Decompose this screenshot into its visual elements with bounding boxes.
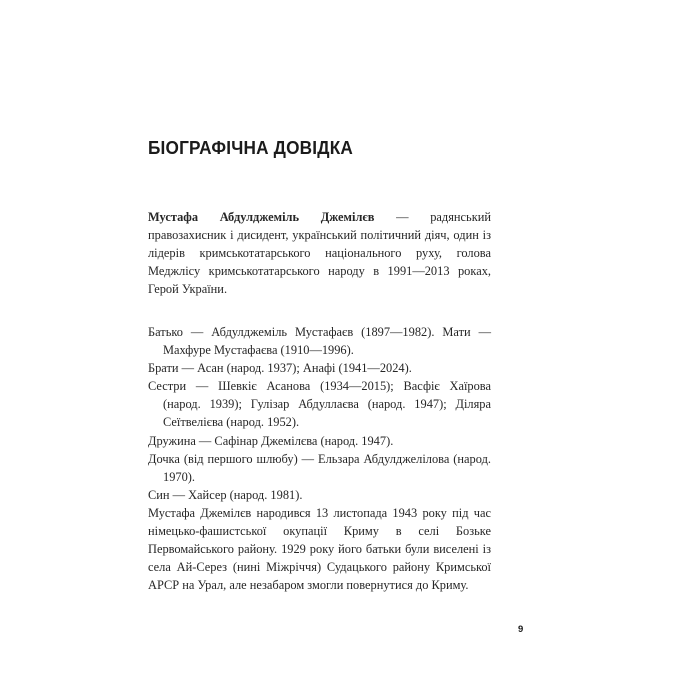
page-number: 9 xyxy=(518,624,524,635)
intro-body-text: — радянський правозахисник і дисидент, український політичний діяч, один із лідерів кримськотатарського національного руху, голова Меджлісу кримськотатарського народу в 1991—2013 роках, Герой України. xyxy=(148,210,491,297)
list-item: Батько — Абдулджеміль Мустафаєв (1897—1982). Мати — Махфуре Мустафаєва (1910—1996). xyxy=(148,325,491,358)
intro-paragraph xyxy=(148,208,491,298)
list-item: Дружина — Сафінар Джемілєва (народ. 1947). xyxy=(148,433,394,448)
text-column xyxy=(148,208,491,594)
list-item: Брати — Асан (народ. 1937); Анафі (1941—2024). xyxy=(148,361,412,376)
subject-name: Мустафа Абдулджеміль Джемілєв xyxy=(148,210,375,224)
list-item: Сестри — Шевкіє Асанова (1934—2015); Васфіє Хаїрова (народ. 1939); Гулізар Абдуллаєва (народ. 1947); Діляра Сеїтвелієва (народ. 1952). xyxy=(148,379,491,430)
list-item: Дочка (від першого шлюбу) — Ельзара Абдулджелілова (народ. 1970). xyxy=(148,451,491,484)
biography-paragraph: Мустафа Джемілєв народився 13 листопада 1943 року під час німецько-фашистської окупації Криму в селі Бозьке Первомайського району. 1929 року його батьки були виселені із села Ай-Серез (нині Міжріччя) Судацького району Кримської АРСР на Урал, але незабаром змогли повернутися до Криму. xyxy=(148,505,491,592)
family-list xyxy=(148,323,491,503)
page-title: БІОГРАФІЧНА ДОВІДКА xyxy=(148,137,353,158)
list-item: Син — Хайсер (народ. 1981). xyxy=(148,487,303,502)
